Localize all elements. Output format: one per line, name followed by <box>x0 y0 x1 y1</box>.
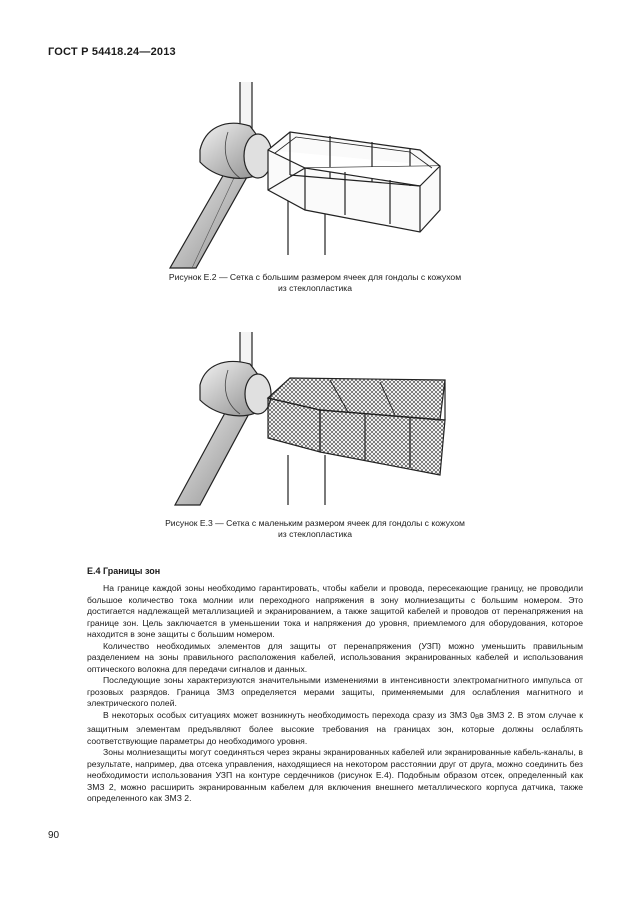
paragraph-3: Последующие зоны характеризуются значительными изменениями в интенсивности электромагнитного импульса от грозовых разрядов. Граница ЗМЗ определяется мерами защиты, применяемыми для ослабления магнитного и электрического полей. <box>87 675 583 708</box>
figure-e2-caption-line2: из стеклопластика <box>278 283 352 293</box>
page-number: 90 <box>48 830 60 841</box>
figure-e3-caption <box>0 518 630 540</box>
paragraph-1: На границе каждой зоны необходимо гарантировать, чтобы кабели и провода, пересекающие границу, не проводили большое количество тока молнии или переходного напряжения в зону молниезащиты с большим номером. Это достигается надлежащей металлизацией и экранированием, а также защитой кабелей и проводов от перенапряжения на границе зон. Цель заключается в уменьшении тока и напряжения до уровня, приемлемого для оборудования, которое находится в зоне защиты с большим номером. <box>87 583 583 639</box>
figure-e3-caption-line2: из стеклопластика <box>278 529 352 539</box>
figure-e2-caption-line1: Рисунок Е.2 — Сетка с большим размером ячеек для гондолы с кожухом <box>168 272 462 282</box>
paragraph-4 <box>87 710 583 748</box>
paragraph-4-before: В некоторых особых ситуациях может возникнуть необходимость перехода сразу из ЗМЗ 0 <box>103 709 476 720</box>
paragraph-5: Зоны молниезащиты могут соединяться через экраны экранированных кабелей или экранированные кабель-каналы, в результате, например, два отсека управления, находящиеся на некотором расстоянии друг от друга, можно соединить без необходимости использования УЗП на контуре сердечников (рисунок Е.4). Подобным образом отсек, определенный как ЗМЗ 2, можно расширить экранированным кабелем для включения внешнего металлического корпуса датчика, также определенного как ЗМЗ 2. <box>87 747 583 803</box>
section-body <box>87 583 583 805</box>
document-header: ГОСТ Р 54418.24—2013 <box>48 46 176 58</box>
paragraph-4-after: в ЗМЗ 2. В этом случае к защитным элементам предъявляют более высокие требования на границах зон, которые должны ослаблять соответствующие параметры до необходимого уровня. <box>87 709 583 746</box>
paragraph-2: Количество необходимых элементов для защиты от перенапряжения (УЗП) можно уменьшить правильным разделением на зоны правильного расположения кабелей, использования экранированных кабелей и использования оптического волокна для передачи сигналов и данных. <box>87 640 583 674</box>
figure-e3-caption-line1: Рисунок Е.3 — Сетка с маленьким размером ячеек для гондолы с кожухом <box>165 518 465 528</box>
section-title: Е.4 Границы зон <box>87 566 161 576</box>
paragraph-4-subscript: B <box>475 714 480 721</box>
